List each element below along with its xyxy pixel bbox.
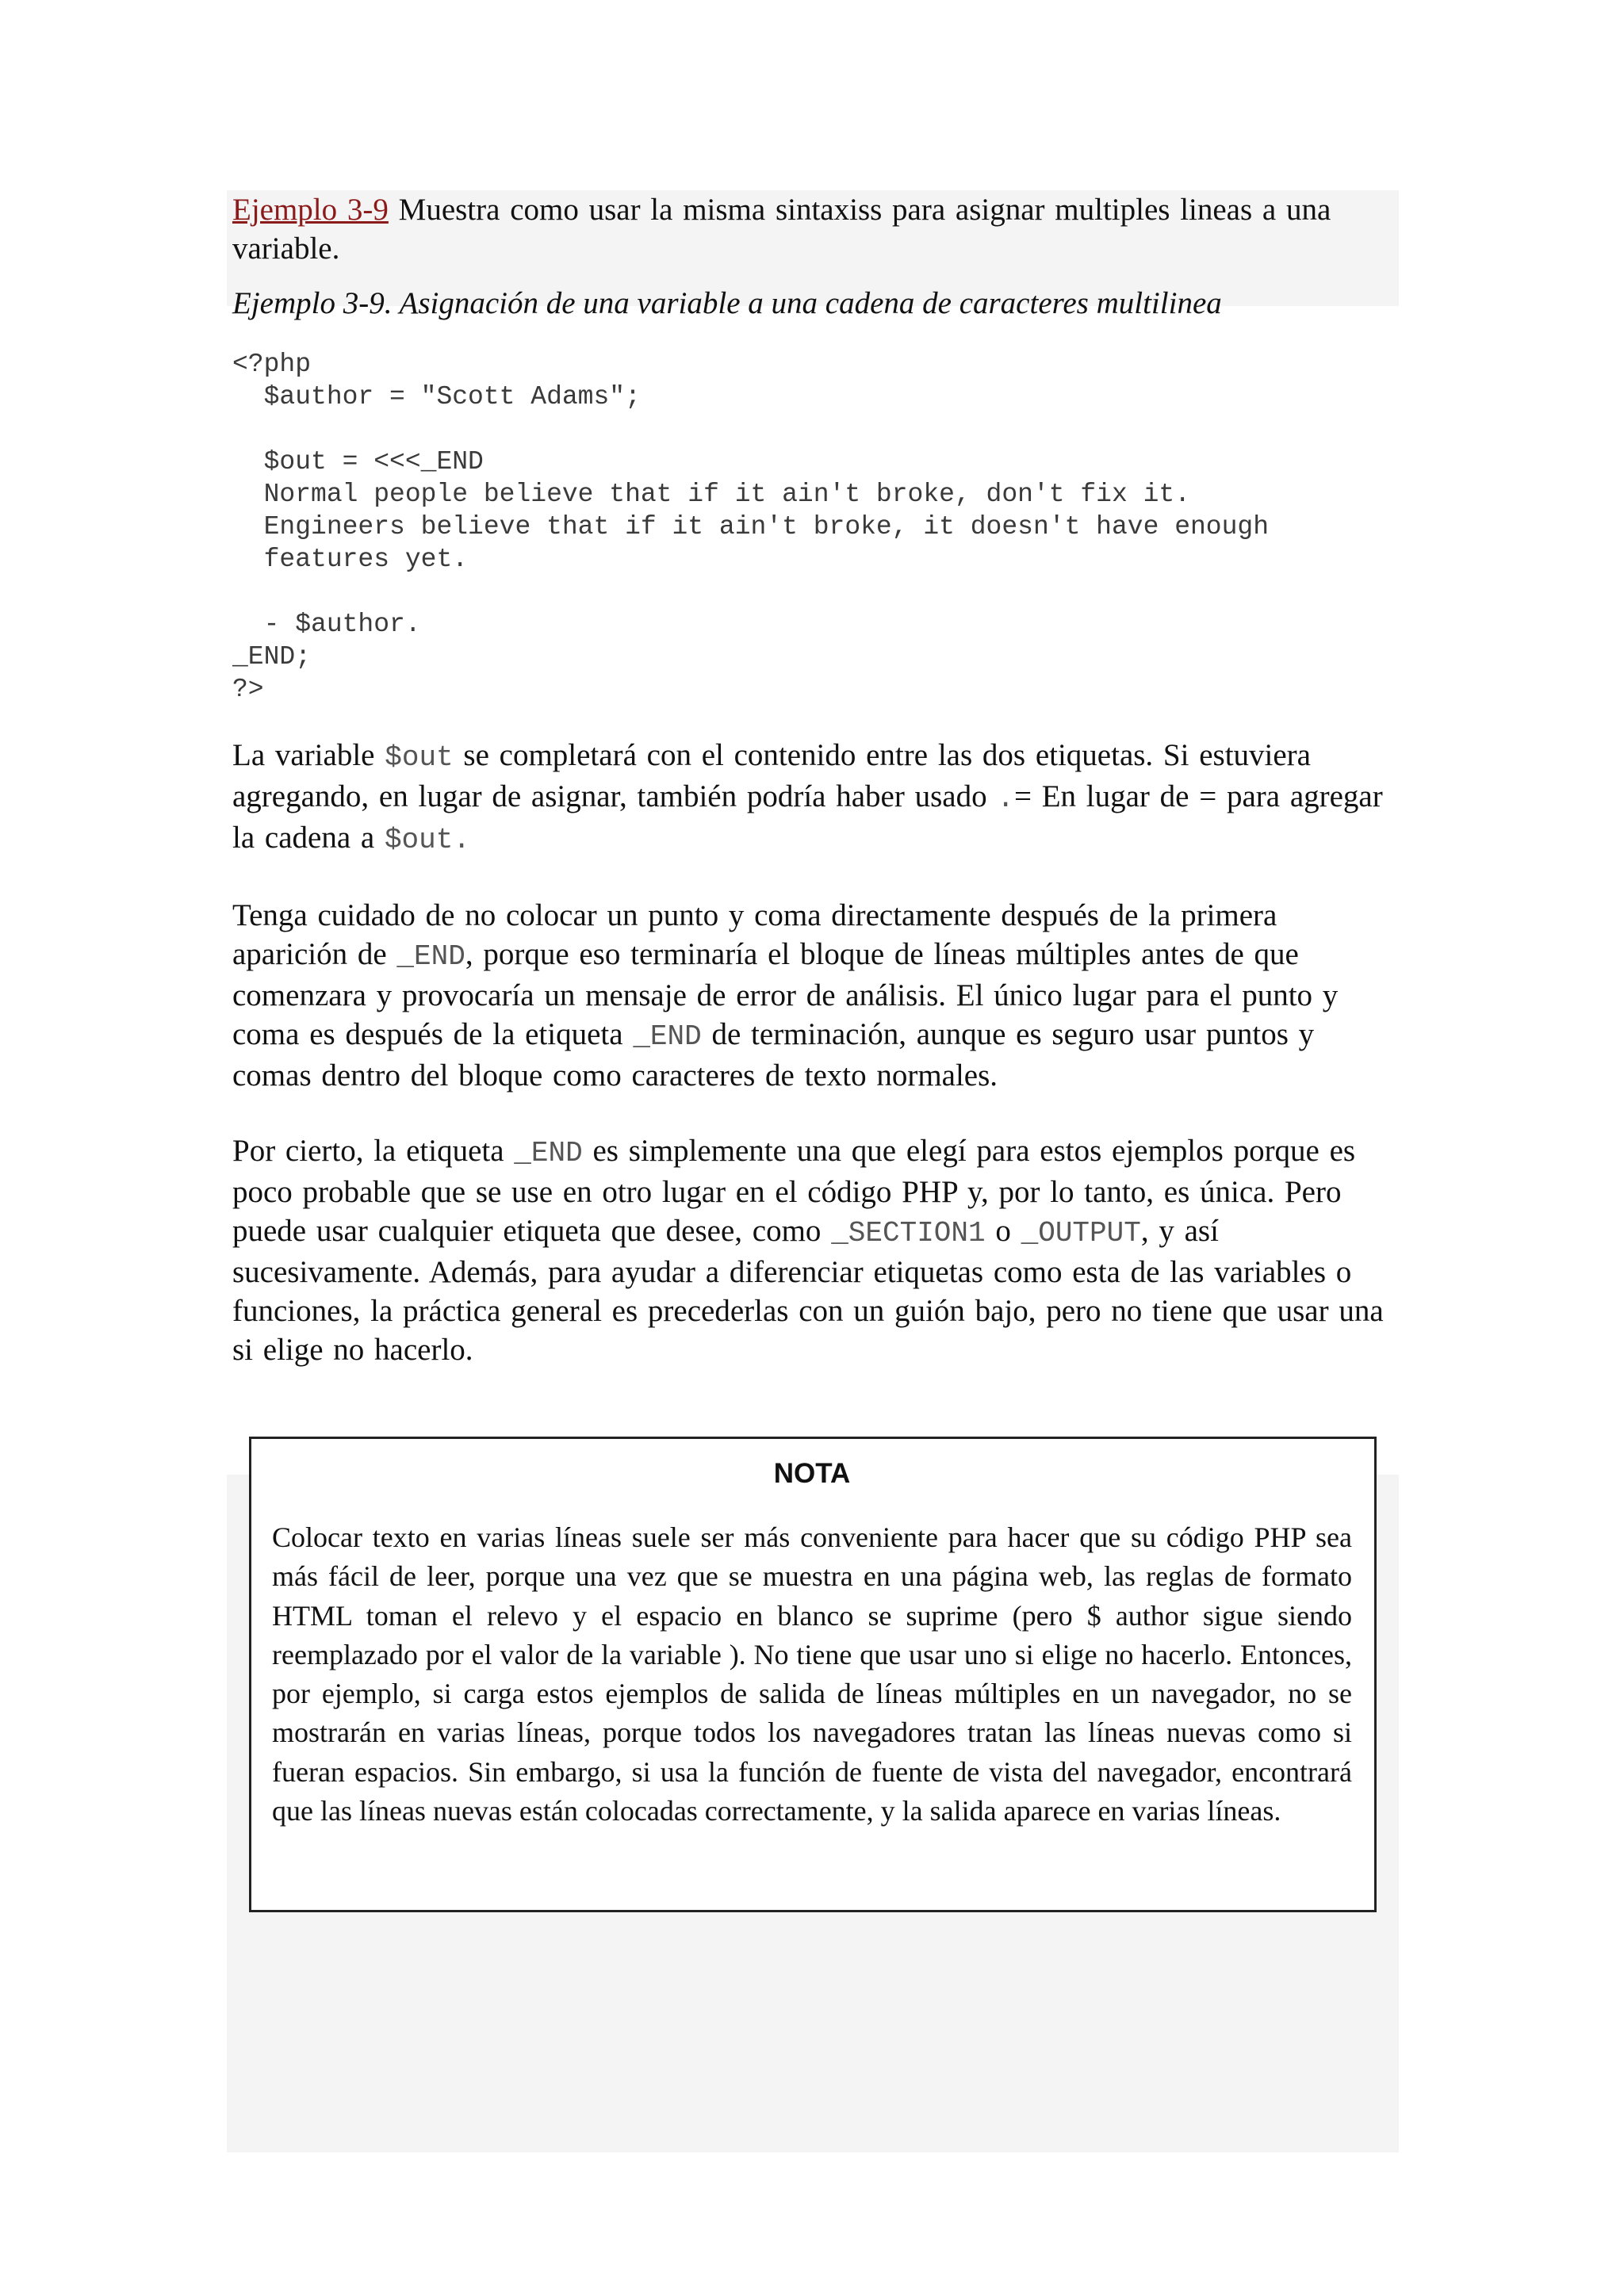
text-span: Por cierto, la etiqueta (232, 1134, 504, 1168)
note-body: Colocar texto en varias líneas suele ser más conveniente para hacer que su código PHP sea más fácil de leer, porque una vez que se muestra en una página web, las reglas de formato HTML toman el relevo y el espacio en blanco se suprime (pero $ author sigue siendo reemplazado por el valor de la variable ). No tiene que usar uno si elige no hacerlo. Entonces, por ejemplo, si carga estos ejemplos de salida de líneas múltiples en un navegador, no se mostrarán en varias líneas, porque todos los navegadores tratan las líneas nuevas como si fueran espacios. Sin embargo, si usa la función de fuente de vista del navegador, encontrará que las líneas nuevas están colocadas correctamente, y la salida aparece en varias líneas. (272, 1521, 1352, 1827)
paragraph-semicolon-warning (232, 896, 1396, 1095)
inline-code: _OUTPUT (1021, 1217, 1141, 1249)
inline-code: _SECTION1 (831, 1217, 986, 1249)
text-span: Tenga cuidado de no colocar un punto y coma directamente después de la primera aparición de (232, 898, 1277, 971)
inline-code: $out (385, 741, 454, 774)
document-page (232, 190, 1396, 1369)
inline-code: . (997, 783, 1014, 815)
text-span: La variable (232, 738, 375, 772)
text-span: o (995, 1214, 1011, 1248)
inline-code: _END (396, 940, 465, 973)
text-span: , y así sucesivamente. Además, para ayudar a diferenciar etiquetas como esta de las variables o funciones, la práctica general es precederlas con un guión bajo, pero no tiene que usar una si elige no hacerlo. (232, 1214, 1384, 1367)
code-block: <?php $author = "Scott Adams"; $out = <<<_END Normal people believe that if it ain't broke, don't fix it. Engineers believe that if it ain't broke, it doesn't have enough features yet. - $author. _END; ?> (232, 350, 1270, 704)
note-title: NOTA (773, 1458, 851, 1489)
note-box (249, 1437, 1377, 1912)
example-link[interactable]: Ejemplo 3-9 (232, 193, 389, 227)
paragraph-end-tag (232, 1131, 1396, 1369)
text-span: de terminación, aunque es seguro usar puntos y comas dentro del bloque como caracteres de texto normales. (232, 1017, 1315, 1093)
text-span: se completará con el contenido entre las dos etiquetas. Si estuviera agregando, en lugar de asignar, también podría haber usado (232, 738, 1311, 813)
text-span: , porque eso terminaría el bloque de líneas múltiples antes de que comenzara y provocaría un mensaje de error de análisis. El único lugar para el punto y coma es después de la etiqueta (232, 937, 1339, 1051)
text-span: = En lugar de = para agregar la cadena a (232, 779, 1383, 855)
inline-code: _END (633, 1020, 702, 1053)
paragraph-out-variable (232, 736, 1396, 859)
text-span: es simplemente una que elegí para estos ejemplos porque es poco probable que se use en otro lugar en el código PHP y, por lo tanto, es única. Pero puede usar cualquier etiqueta que desee, como (232, 1134, 1356, 1248)
inline-code: _END (514, 1137, 583, 1169)
intro-text: Muestra como usar la misma sintaxiss para asignar multiples lineas a una variable. (232, 193, 1331, 266)
intro-paragraph (232, 190, 1396, 268)
example-caption: Ejemplo 3-9. Asignación de una variable a una cadena de caracteres multilinea (232, 286, 1222, 320)
inline-code: $out. (384, 824, 470, 856)
